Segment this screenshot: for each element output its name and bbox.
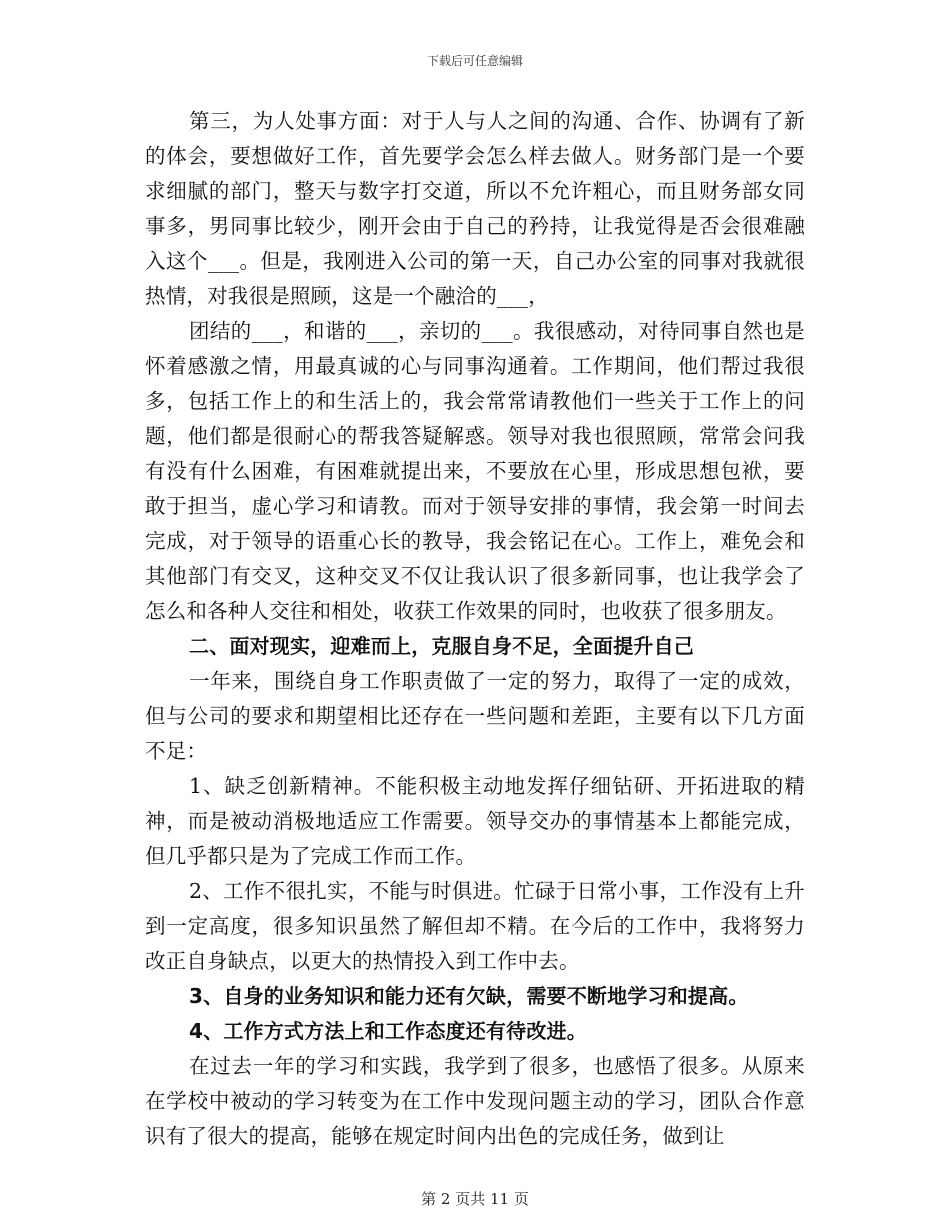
page-header-note: 下载后可任意编辑: [426, 54, 523, 68]
paragraph-1: 第三，为人处事方面：对于人与人之间的沟通、合作、协调有了新的体会，要想做好工作，首先要学会怎么样去做人。财务部门是一个要求细腻的部门，整天与数字打交道，所以不允许粗心，而且财务部女同事多，男同事比较少，刚开会由于自己的矜持，让我觉得是否会很难融入这个___。但是，我刚进入公司的第一天，自己办公室的同事对我就很热情，对我很是照顾，这是一个融洽的___，: [145, 109, 805, 308]
paragraph-4: 在过去一年的学习和实践，我学到了很多，也感悟了很多。从原来在学校中被动的学习转变为在工作中发现问题主动的学习，团队合作意识有了很大的提高，能够在规定时间内出色的完成任务，做到让: [145, 1054, 805, 1148]
document-body: [145, 104, 805, 1154]
list-item-1: 1、缺乏创新精神。不能积极主动地发挥仔细钻研、开拓进取的精神，而是被动消极地适应工作需要。领导交办的事情基本上都能完成，但几乎都只是为了完成工作而工作。: [145, 774, 805, 868]
list-item-4: 4、工作方式方法上和工作态度还有待改进。: [189, 1019, 587, 1043]
paragraph-2: 团结的___，和谐的___，亲切的___。我很感动，对待同事自然也是怀着感激之情，用最真诚的心与同事沟通着。工作期间，他们帮过我很多，包括工作上的和生活上的，我会常常请教他们一些关于工作上的问题，他们都是很耐心的帮我答疑解惑。领导对我也很照顾，常常会问我有没有什么困难，有困难就提出来，不要放在心里，形成思想包袱，要敢于担当，虚心学习和请教。而对于领导安排的事情，我会第一时间去完成，对于领导的语重心长的教导，我会铭记在心。工作上，难免会和其他部门有交叉，这种交叉不仅让我认识了很多新同事，也让我学会了怎么和各种人交往和相处，收获工作效果的同时，也收获了很多朋友。: [145, 319, 805, 623]
list-item-2: 2、工作不很扎实，不能与时俱进。忙碌于日常小事，工作没有上升到一定高度，很多知识虽然了解但却不精。在今后的工作中，我将努力改正自身缺点，以更大的热情投入到工作中去。: [145, 879, 805, 973]
list-item-3: 3、自身的业务知识和能力还有欠缺，需要不断地学习和提高。: [189, 984, 749, 1008]
section-heading-2: 二、面对现实，迎难而上，克服自身不足，全面提升自己: [189, 634, 694, 658]
page-number: 第 2 页共 11 页: [421, 1190, 529, 1208]
paragraph-3: 一年来，围绕自身工作职责做了一定的努力，取得了一定的成效，但与公司的要求和期望相比还存在一些问题和差距，主要有以下几方面不足：: [145, 669, 805, 763]
